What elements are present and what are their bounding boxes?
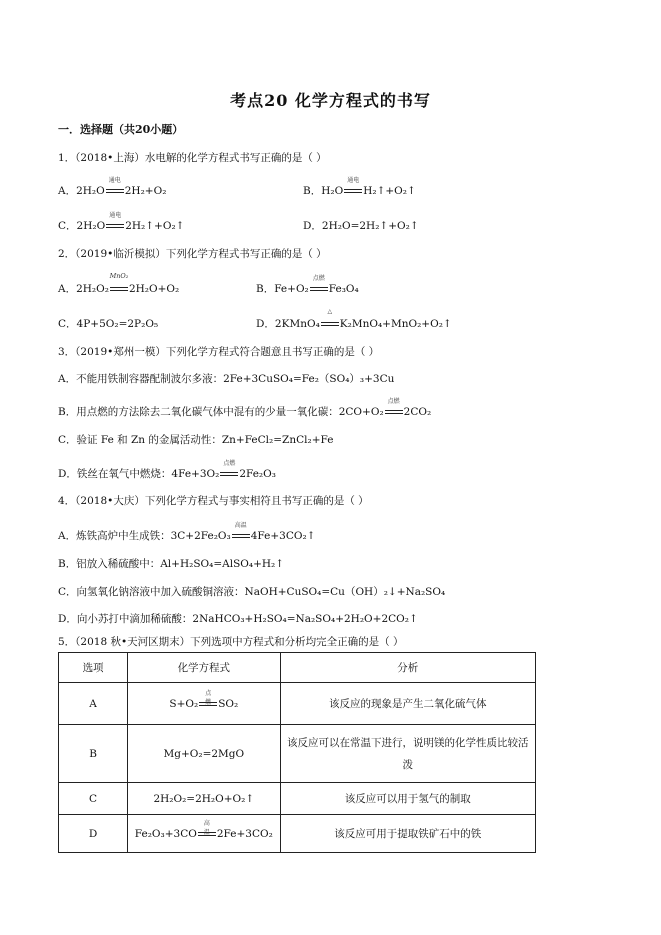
reaction-condition: 点燃 — [387, 398, 400, 405]
question-1-option-c — [58, 212, 185, 233]
question-3-option-b — [58, 398, 432, 419]
question-4-stem: 4．（2018•大庆）下列化学方程式与事实相符且书写正确的是（ ） — [58, 495, 369, 507]
reaction-arrow — [231, 522, 251, 542]
equation-left: Fe₂O₃+3CO — [134, 827, 197, 840]
option-label: B． — [303, 185, 322, 197]
equation-cell — [128, 815, 280, 853]
reaction-condition: 高温 — [203, 819, 210, 836]
question-2-option-b — [256, 275, 359, 296]
question-3-stem: 3．（2019•郑州一模）下列化学方程式符合题意且书写正确的是（ ） — [58, 346, 380, 358]
equation-right: 4Fe+3CO₂↑ — [250, 530, 316, 542]
option-text: D．铁丝在氧气中燃烧： — [58, 468, 172, 480]
question-4-option-a — [58, 522, 316, 543]
reaction-condition: 通电 — [108, 177, 121, 184]
equation-left: H₂O — [321, 185, 344, 197]
question-4-option-d: D．向小苏打中滴加稀硫酸：2NaHCO₃+H₂SO₄=Na₂SO₄+2H₂O+2CO₂↑ — [58, 613, 418, 625]
reaction-arrow — [197, 819, 217, 840]
equation-cell: Mg+O₂=2MgO — [128, 725, 280, 783]
option-cell: A — [59, 683, 128, 725]
table-header-cell: 分析 — [280, 653, 536, 683]
table-header-row — [59, 653, 536, 683]
section-heading: 一．选择题（共20小题） — [58, 123, 184, 136]
option-text: B．用点燃的方法除去二氧化碳气体中混有的少量一氧化碳： — [58, 406, 339, 418]
question-1-option-b — [303, 177, 416, 198]
equation-right: 2CO₂ — [403, 406, 432, 418]
question-2-option-c: C．4P+5O₂=2P₂O₅ — [58, 318, 159, 330]
reaction-arrow — [198, 689, 218, 710]
option-label: D． — [256, 318, 275, 330]
question-3-option-d — [58, 460, 276, 481]
page-title: 考点20 化学方程式的书写 — [230, 91, 431, 110]
reaction-condition: 点燃 — [205, 689, 212, 706]
equation-right: K₂MnO₄+MnO₂+O₂↑ — [339, 318, 452, 330]
equation-right: SO₂ — [218, 697, 239, 710]
table-row — [59, 815, 536, 853]
equation-left: 2CO+O₂ — [338, 406, 384, 418]
reaction-arrow — [343, 177, 363, 197]
analysis-cell: 该反应可用于提取铁矿石中的铁 — [280, 815, 536, 853]
question-4-option-b: B．铝放入稀硫酸中：Al+H₂SO₄=AlSO₄+H₂↑ — [58, 558, 285, 570]
question-2-option-a — [58, 272, 180, 296]
equation-left: S+O₂ — [169, 697, 199, 710]
reaction-arrow — [105, 177, 125, 197]
option-text: A．炼铁高炉中生成铁： — [58, 530, 171, 542]
equation-cell: 2H₂O₂=2H₂O+O₂↑ — [128, 783, 280, 815]
equation-right: 2Fe₂O₃ — [239, 468, 276, 480]
equation-right: 2Fe+3CO₂ — [216, 827, 273, 840]
reaction-condition: △ — [327, 308, 333, 315]
question-2-option-d — [256, 308, 452, 331]
question-3-option-c: C．验证 Fe 和 Zn 的金属活动性：Zn+FeCl₂=ZnCl₂+Fe — [58, 434, 334, 446]
question-5-stem: 5．（2018 秋•天河区期末）下列选项中方程式和分析均完全正确的是（ ） — [58, 636, 404, 648]
option-cell: D — [59, 815, 128, 853]
reaction-arrow — [309, 275, 329, 295]
table-header-cell: 化学方程式 — [128, 653, 280, 683]
reaction-arrow — [320, 308, 340, 330]
option-cell: C — [59, 783, 128, 815]
table-row — [59, 683, 536, 725]
reaction-condition: 通电 — [109, 212, 122, 219]
option-label: A． — [58, 283, 77, 295]
question-4-option-c: C．向氢氧化钠溶液中加入硫酸铜溶液：NaOH+CuSO₄=Cu（OH）₂↓+Na₂SO₄ — [58, 586, 446, 598]
reaction-arrow — [109, 272, 129, 295]
equation-left: 2H₂O₂ — [76, 283, 109, 295]
reaction-arrow — [219, 460, 239, 480]
equation-left: 2H₂O — [76, 185, 105, 197]
reaction-arrow — [105, 212, 125, 232]
equation-right: 2H₂O+O₂ — [128, 283, 180, 295]
equation-right: Fe₃O₄ — [328, 283, 359, 295]
equation-left: 2KMnO₄ — [274, 318, 320, 330]
table-row — [59, 725, 536, 783]
reaction-condition: 通电 — [347, 177, 360, 184]
table-row — [59, 783, 536, 815]
question-1-stem: 1．（2018•上海）水电解的化学方程式书写正确的是（ ） — [58, 152, 327, 164]
option-label: C． — [58, 220, 77, 232]
equation-cell — [128, 683, 280, 725]
equation-left: 4Fe+3O₂ — [171, 468, 220, 480]
equation-left: 3C+2Fe₂O₃ — [170, 530, 231, 542]
equation-left: 2H₂O — [76, 220, 106, 232]
reaction-condition: MnO₂ — [109, 272, 129, 280]
reaction-condition: 高温 — [234, 522, 247, 529]
option-label: B． — [256, 283, 275, 295]
question-2-stem: 2．（2019•临沂模拟）下列化学方程式书写正确的是（ ） — [58, 248, 327, 260]
reaction-condition: 点燃 — [312, 275, 325, 282]
equation-right: 2H₂↑+O₂↑ — [125, 220, 185, 232]
reaction-arrow — [384, 398, 404, 418]
question-1-option-d: D．2H₂O=2H₂↑+O₂↑ — [303, 220, 419, 232]
equation-left: Fe+O₂ — [274, 283, 309, 295]
question-1-option-a — [58, 177, 167, 198]
analysis-cell: 该反应的现象是产生二氧化硫气体 — [280, 683, 536, 725]
analysis-cell: 该反应可以在常温下进行，说明镁的化学性质比较活泼 — [280, 725, 536, 783]
reaction-condition: 点燃 — [223, 460, 236, 467]
analysis-cell: 该反应可以用于氢气的制取 — [280, 783, 536, 815]
answer-options-table — [58, 652, 536, 853]
option-cell: B — [59, 725, 128, 783]
option-label: A． — [58, 185, 77, 197]
equation-right: 2H₂+O₂ — [124, 185, 167, 197]
equation-right: H₂↑+O₂↑ — [363, 185, 416, 197]
table-header-cell: 选项 — [59, 653, 128, 683]
question-3-option-a: A．不能用铁制容器配制波尔多液：2Fe+3CuSO₄=Fe₂（SO₄）₃+3Cu — [58, 373, 395, 385]
